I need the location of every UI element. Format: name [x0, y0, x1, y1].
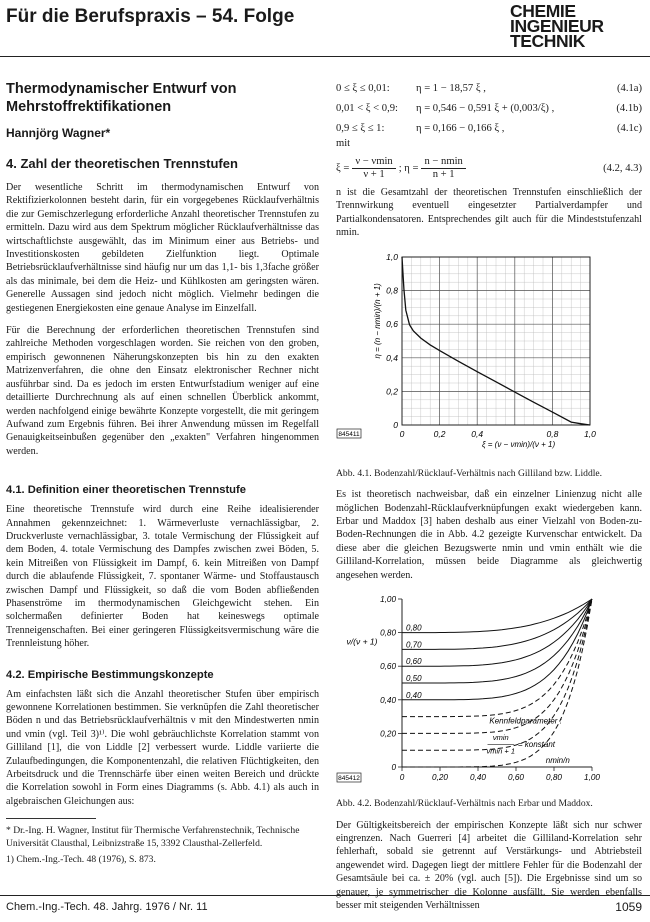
curve-0-80 [402, 599, 592, 633]
y-axis-label: ν/(ν + 1) [346, 636, 378, 647]
paragraph: Eine theoretische Trennstufe wird durch eine Reihe idealisierender Annahmen gekennzeichnet: 1. Wärmeverluste vernachlässigbar, 2. Druckverluste vernachlässigbar, 3. totale Vermischung der Flüssigkeit auf dem Boden, 4. totale Vermischung des Dampfes zwischen zwei Böden, 5. kein Mitreißen von Flüssigkeit im Dampf, 6. kein Mitreißen von Dampf durch die ablaufende Flüssigkeit, 7. spontaner Wärme- und Stoffaustausch zwischen Dampf und Flüssigkeit, so daß die vom Boden abfließenden Phasenströme im thermodynamischen Gleichgewicht stehen. Ein solchermaßen definierter Boden hat keineswegs optimale Trenneigenschaften. Bei einer geringeren Flüssigkeitsvermischung wäre die Trennleistung höher. [6, 504, 319, 650]
paragraph: Für die Berechnung der erforderlichen theoretischen Trennstufen sind zahlreiche Methoden vorgeschlagen worden. Sie reichen von den groben, empirisch gewonnenen Näherungskonzepten bis hin zu den exakten Matrizenverfahren, die ohne den Einsatz elektronischer Rechner nicht ausführbar sind. Da es jedoch im ersten Entwurfstadium weniger auf eine detaillierte Durchrechnung als auf einen schnellen Überblick ankommt, werden nachfolgend einige bewährte Konzepte vorgestellt, die mit geringem Aufwand zum Ergebnis führen. Bei ihrer Anwendung müssen im Regelfall Genauigkeitseinbußen gegenüber den „exakten" Verfahren hingenommen werden. [6, 325, 319, 457]
y-tick-label: 1,00 [380, 595, 396, 605]
curve-0-70 [402, 599, 592, 649]
section-4-2-heading: 4.2. Empirische Bestimmungskonzepte [6, 668, 214, 681]
x-tick-label: 0,60 [508, 773, 524, 783]
y-tick-label: 0 [393, 419, 398, 430]
x-tick-label: 0,8 [546, 428, 559, 439]
curve-label: 0,70 [406, 640, 422, 650]
figure-4-2 [336, 591, 642, 796]
x-tick-label: 0,80 [546, 773, 562, 783]
eta-symbol: ; η = [398, 162, 419, 174]
eta-numerator: n − nmin [421, 156, 465, 169]
figure-4-1 [336, 249, 642, 466]
paragraph: n ist die Gesamtzahl der theoretischen Trennstufen einschließlich der Trennwirkung eventuell eingesetzter Partialverdampfer und Partialkondensatoren. Entsprechendes gilt auch für die Mindeststufenzahl nmin. [336, 187, 642, 239]
paragraph: Der wesentliche Schritt im thermodynamischen Entwurf von Rektifizierkolonnen besteht darin, für ein vorgegebenes Rücklaufverhältnis die zur Gemischzerlegung erforderliche Anzahl theoretischer Trennstufen zu ermitteln. Dazu wird aus dem Spektrum möglicher Rücklaufverhältnisse das wirtschaftlichste ausgewählt, das im Minimum einer aus Betriebs- und Investitionskosten gebildeten Zielfunktion liegt. Optimale Betriebsrücklaufverhältnisse sind häufig nur um das 1,1- bis 1,3fache größer als das minimale, bei dem die Heiz- und Kühlkosten am geringsten wären. Generelle Aussagen sind jedoch nicht möglich. Vielmehr bedingen die gestiegenen Energiekosten eine genaue Analyse im Einzelfall. [6, 182, 319, 314]
author: Hannjörg Wagner* [6, 126, 111, 140]
y-tick-label: 1,0 [386, 251, 398, 262]
equation-number: (4.1a) [617, 82, 642, 94]
x-tick-label: 0,4 [471, 428, 484, 439]
curve-label: 0,50 [406, 674, 422, 684]
equation-condition: 0,9 ≤ ξ ≤ 1: [336, 122, 385, 134]
xi-denominator: ν + 1 [363, 168, 385, 180]
equation-block [336, 78, 642, 182]
xi-fraction [352, 156, 395, 181]
equation-row [336, 78, 642, 98]
annotation-numerator: νmin [492, 733, 509, 743]
equation-expression: η = 0,166 − 0,166 ξ , [416, 122, 505, 134]
footnote-author: * Dr.-Ing. H. Wagner, Institut für Thermische Verfahrenstechnik, Technische Universität Clausthal, Leibnizstraße 15, 3392 Clausthal-Zellerfeld. [6, 825, 300, 849]
footer-journal: Chem.-Ing.-Tech. 48. Jahrg. 1976 / Nr. 11 [6, 901, 208, 913]
xi-numerator: ν − νmin [352, 156, 395, 169]
equation-row [336, 98, 642, 118]
x-tick-label: 0,2 [433, 428, 446, 439]
curve-label: 0,40 [406, 690, 422, 700]
page-number: 1059 [615, 900, 642, 914]
y-axis-label: η = (n − nmin)/(n + 1) [373, 282, 382, 359]
equation-expression: η = 0,546 − 0,591 ξ + (0,003/ξ) , [416, 102, 555, 114]
equation-condition: 0,01 < ξ < 0,9: [336, 102, 398, 114]
logo-line-2: INGENIEUR [510, 16, 604, 36]
equation-number: (4.2, 4.3) [603, 162, 642, 174]
y-tick-label: 0,20 [380, 729, 396, 739]
xi-symbol: ξ = [336, 162, 350, 174]
figure-4-2-caption: Abb. 4.2. Bodenzahl/Rücklauf-Verhältnis nach Erbar und Maddox. [336, 798, 593, 810]
y-tick-label: 0 [391, 763, 396, 773]
figure-4-2-chart [336, 591, 642, 791]
right-column [336, 66, 642, 922]
annotation-denominator: νmin + 1 [486, 746, 516, 756]
paragraph: Am einfachsten läßt sich die Anzahl theoretischer Stufen über empirisch gewonnene Korrelationen bestimmen. Sie verknüpfen die Zahl theoretischer Böden n und das Betriebsrücklaufverhältnis ν mit den Mindestwerten nmin und νmin (vgl. Teil 3)¹⁾. Die wohl gebräuchlichste Korrelation stammt von Gilliland [1], die von Liddle [2] verbessert wurde. Liddle variierte die Zulaufbedingungen, die Komponentenzahl, die relativen Flüchtigkeiten, den Arbeitsdruck und die Trennschärfe über einen weiten Bereich und drückte die Korrelation sowohl in Form eines Diagramms (s. Abb. 4.1) als auch in algebraischen Gleichungen aus: [6, 688, 319, 807]
article-title-line-2: Mehrstoffrektifikationen [6, 99, 172, 115]
curve-label: 0,80 [406, 623, 422, 633]
left-column [6, 66, 319, 870]
curve-label: 0,60 [406, 657, 422, 667]
equation-row [336, 118, 642, 138]
y-tick-label: 0,60 [380, 662, 396, 672]
paragraph: Es ist theoretisch nachweisbar, daß ein einzelner Linienzug nicht alle möglichen Bodenzahl-Rücklaufverknüpfungen exakt wiedergeben kann. Erbar und Maddox [3] haben deshalb aus einer Vielzahl von Boden-zu-Boden-Rechnungen die in Abb. 4.2 gezeigte Kurvenschar entwickelt. Da diese aber die gleichen Bezugswerte nmin und νmin enthält wie die Gilliland-Korrelation, müssen beide Diagramme als gleichwertig angesehen werden. [336, 489, 642, 581]
curve-0-10 [402, 599, 592, 750]
x-tick-label: 0,20 [432, 773, 448, 783]
equation-condition: 0 ≤ ξ ≤ 0,01: [336, 82, 390, 94]
x-tick-label: 1,0 [584, 428, 596, 439]
y-tick-label: 0,80 [380, 628, 396, 638]
x-tick-label: 0 [399, 428, 405, 439]
figure-id: 845412 [338, 775, 360, 783]
footnote-rule [6, 818, 96, 819]
y-tick-label: 0,4 [386, 352, 398, 363]
y-tick-label: 0,8 [386, 285, 398, 296]
figure-4-1-caption: Abb. 4.1. Bodenzahl/Rücklauf-Verhältnis nach Gilliland bzw. Liddle. [336, 467, 603, 479]
y-tick-label: 0,2 [386, 386, 398, 397]
y-tick-label: 0,40 [380, 695, 396, 705]
paragraph: Der Gültigkeitsbereich der empirischen Konzepte läßt sich nur schwer eingrenzen. Nach Guerreri [4] arbeitet die Gilliland-Korrelation sehr fehlerhaft, sobald sie getrennt auf Verstärkungs- und Abtriebsteil angewendet wird. Dagegen liegt der mittlere Fehler für die Bodenzahl der Gesamtsäule bei ca. ± 20% (vgl. auch [5]). Die Ergebnisse sind um so genauer, je symmetrischer die Kolonne ausfällt. Sie werden ebenfalls besser mit steigenden Verhältnissen [336, 819, 642, 912]
annotation-title: Kennfeldparameter : [489, 716, 562, 726]
section-4-1-heading: 4.1. Definition einer theoretischen Trennstufe [6, 484, 246, 497]
x-tick-label: 0,40 [470, 773, 486, 783]
annotation-rhs: = konstant [517, 739, 556, 749]
equation-number: (4.1c) [617, 122, 642, 134]
figure-4-1-chart [336, 249, 642, 461]
eta-denominator: n + 1 [432, 168, 455, 180]
figure-id: 845411 [338, 430, 360, 438]
section-4-heading: 4. Zahl der theoretischen Trennstufen [6, 156, 238, 171]
footnote-reference: 1) Chem.-Ing.-Tech. 48 (1976), S. 873. [6, 853, 156, 865]
equation-mit: mit [336, 138, 351, 149]
article-title [6, 80, 319, 116]
series-title: Für die Berufspraxis – 54. Folge [6, 6, 295, 27]
logo-line-3: TECHNIK [510, 31, 585, 51]
y-tick-label: 0,6 [386, 318, 398, 329]
equation-expression: η = 1 − 18,57 ξ , [416, 82, 486, 94]
x-tick-label: 1,00 [584, 773, 600, 783]
x-axis-label: nmin/n [545, 756, 570, 766]
logo-line-1: CHEMIE [510, 1, 576, 21]
x-tick-label: 0 [399, 773, 405, 783]
x-axis-label: ξ = (ν − νmin)/(ν + 1) [481, 439, 556, 449]
equation-number: (4.1b) [616, 102, 642, 114]
article-title-line-1: Thermodynamischer Entwurf von [6, 81, 237, 97]
footer-rule [0, 895, 650, 896]
equation-definition [336, 154, 642, 182]
header-rule [0, 56, 650, 57]
journal-logo [510, 1, 638, 51]
eta-fraction [421, 156, 465, 181]
